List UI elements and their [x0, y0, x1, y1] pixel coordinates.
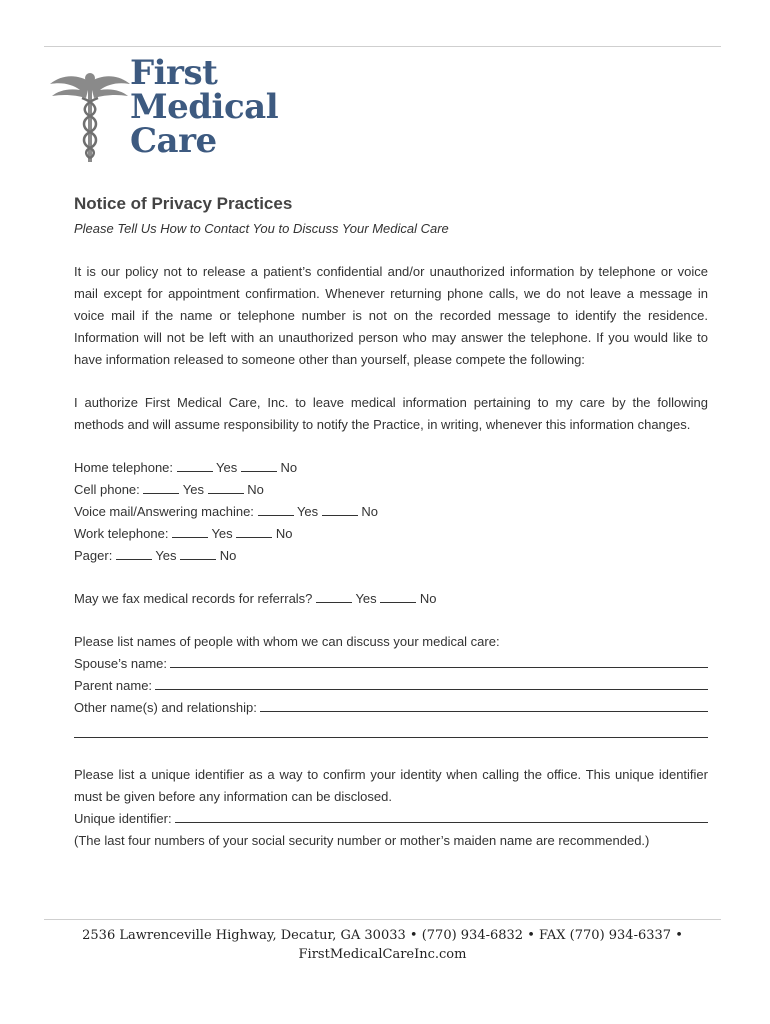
caduceus-icon	[48, 64, 132, 164]
no-blank[interactable]	[236, 525, 272, 538]
logo-line-care: Care	[130, 121, 217, 161]
footer-website: FirstMedicalCareInc.com	[298, 947, 467, 962]
spouse-row	[74, 653, 708, 675]
yes-label: Yes	[211, 526, 233, 541]
identifier-label: Unique identifier:	[74, 811, 172, 826]
fax-no-blank[interactable]	[380, 590, 416, 603]
footer-address: 2536 Lawrenceville Highway, Decatur, GA 30033 • (770) 934-6832 • FAX (770) 934-6337 •	[82, 928, 683, 943]
no-label: No	[419, 591, 437, 606]
yes-label: Yes	[182, 482, 205, 497]
no-blank[interactable]	[241, 459, 277, 472]
method-row-cell	[74, 479, 708, 501]
page-subtitle: Please Tell Us How to Contact You to Discuss Your Medical Care	[74, 221, 449, 236]
policy-paragraph: It is our policy not to release a patient’s confidential and/or unauthorized information by telephone or voice mail except for appointment confirmation. Whenever returning phone calls, we do not leave a message in voice mail if the name or telephone number is not on the recorded message to identify the residence. Information will not be left with an unauthorized person who may answer the telephone. If you would like to have information released to someone other than yourself, please compete the following:	[74, 264, 708, 367]
logo-wordmark	[130, 53, 279, 161]
no-blank[interactable]	[180, 547, 216, 560]
fax-question-row	[74, 588, 708, 610]
people-intro: Please list names of people with whom we can discuss your medical care:	[74, 634, 500, 649]
yes-label: Yes	[355, 591, 377, 606]
method-row-work	[74, 523, 708, 545]
logo-line-first: First	[130, 53, 218, 93]
yes-blank[interactable]	[177, 459, 213, 472]
footer	[44, 926, 721, 964]
top-divider	[44, 46, 721, 47]
spouse-label: Spouse’s name:	[74, 656, 167, 671]
page-title: Notice of Privacy Practices	[74, 194, 293, 213]
no-label: No	[219, 548, 237, 563]
method-label: Home telephone:	[74, 460, 174, 475]
yes-blank[interactable]	[258, 503, 294, 516]
other-names-field[interactable]	[260, 697, 708, 712]
identifier-note: (The last four numbers of your social security number or mother’s maiden name are recommended.)	[74, 833, 650, 848]
other-label: Other name(s) and relationship:	[74, 700, 257, 715]
yes-blank[interactable]	[143, 481, 179, 494]
yes-label: Yes	[216, 460, 238, 475]
parent-row	[74, 675, 708, 697]
no-blank[interactable]	[322, 503, 358, 516]
yes-label: Yes	[296, 504, 319, 519]
identifier-row	[74, 808, 708, 830]
document-body	[74, 192, 708, 852]
unique-identifier-field[interactable]	[175, 808, 708, 823]
method-row-home	[74, 457, 708, 479]
method-row-voicemail	[74, 501, 708, 523]
spouse-name-field[interactable]	[170, 653, 708, 668]
other-names-extra-line[interactable]	[74, 723, 708, 738]
no-label: No	[247, 482, 264, 497]
method-row-pager	[74, 545, 708, 567]
parent-label: Parent name:	[74, 678, 153, 693]
parent-name-field[interactable]	[155, 675, 708, 690]
method-label: Cell phone:	[74, 482, 140, 497]
no-label: No	[280, 460, 298, 475]
contact-methods-list	[74, 457, 708, 567]
other-row	[74, 697, 708, 719]
fax-yes-blank[interactable]	[316, 590, 352, 603]
identifier-paragraph: Please list a unique identifier as a way to confirm your identity when calling the office. This unique identifier must be given before any information can be disclosed.	[74, 767, 708, 804]
no-label: No	[361, 504, 379, 519]
yes-label: Yes	[155, 548, 177, 563]
fax-question: May we fax medical records for referrals?	[74, 591, 313, 606]
no-blank[interactable]	[208, 481, 244, 494]
method-label: Work telephone:	[74, 526, 169, 541]
yes-blank[interactable]	[172, 525, 208, 538]
logo-line-medical: Medical	[130, 87, 279, 127]
method-label: Pager:	[74, 548, 113, 563]
first-medical-care-logo	[48, 53, 288, 168]
bottom-divider	[44, 919, 721, 920]
yes-blank[interactable]	[116, 547, 152, 560]
no-label: No	[275, 526, 293, 541]
method-label: Voice mail/Answering machine:	[74, 504, 254, 519]
authorization-paragraph: I authorize First Medical Care, Inc. to leave medical information pertaining to my care by the following methods and will assume responsibility to notify the Practice, in writing, whenever this information changes.	[74, 395, 708, 432]
